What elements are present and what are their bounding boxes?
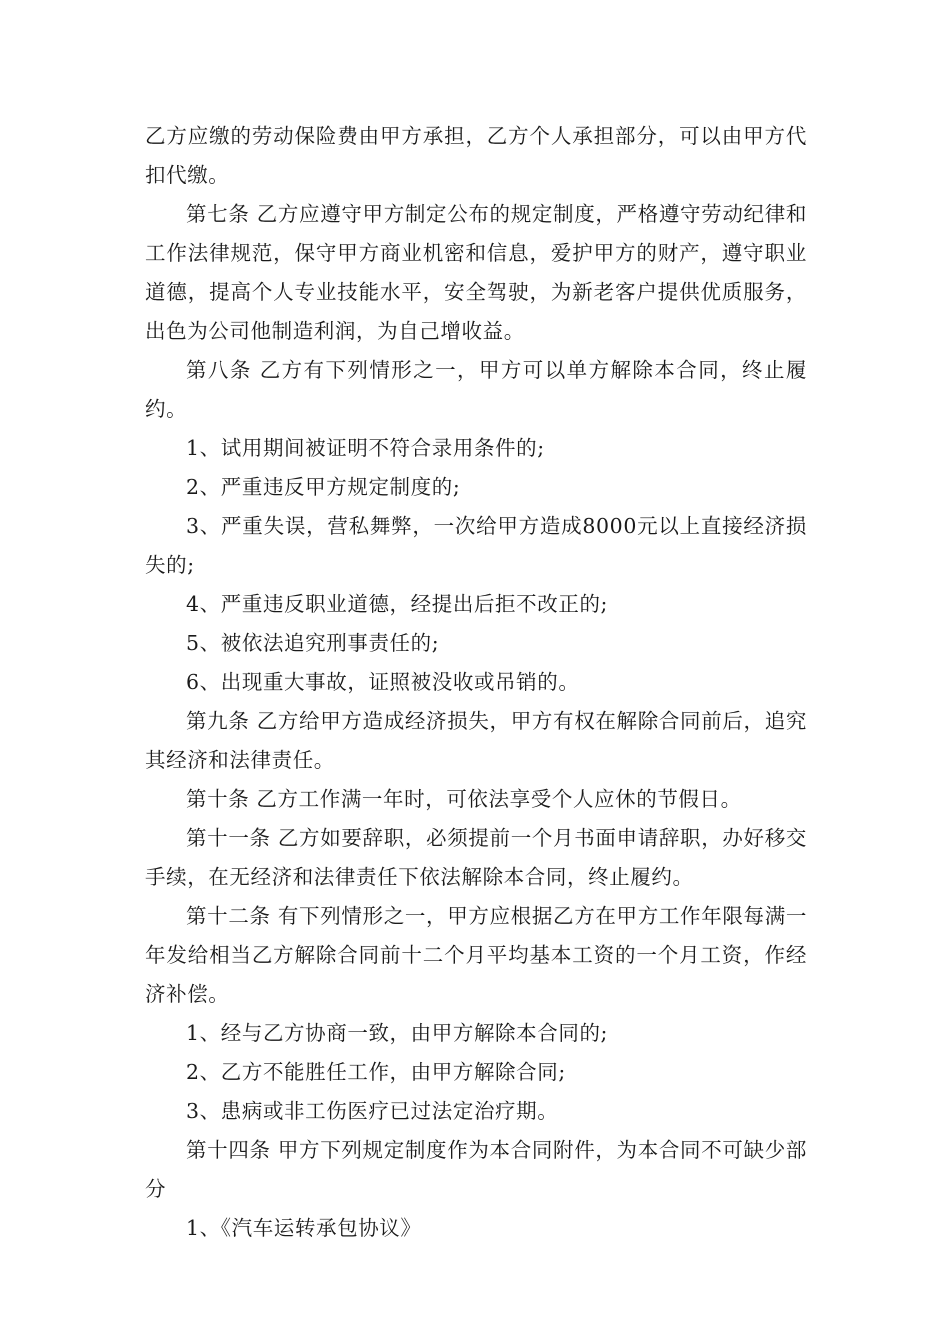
paragraph-article-8: 第八条 乙方有下列情形之一，甲方可以单方解除本合同，终止履约。 bbox=[145, 358, 807, 421]
list-item-article-8-6: 6、出现重大事故，证照被没收或吊销的。 bbox=[186, 670, 580, 694]
paragraph-article-10: 第十条 乙方工作满一年时，可依法享受个人应休的节假日。 bbox=[186, 787, 742, 811]
list-item-article-14-1: 1、《汽车运转承包协议》 bbox=[186, 1216, 422, 1240]
paragraph-article-7: 第七条 乙方应遵守甲方制定公布的规定制度，严格遵守劳动纪律和工作法律规范，保守甲方商业机密和信息，爱护甲方的财产，遵守职业道德，提高个人专业技能水平，安全驾驶，为新老客户提供优质服务，出色为公司他制造利润，为自己增收益。 bbox=[145, 202, 807, 343]
list-item-article-8-1: 1、试用期间被证明不符合录用条件的; bbox=[186, 436, 545, 460]
list-item-article-12-2: 2、乙方不能胜任工作，由甲方解除合同; bbox=[186, 1060, 566, 1084]
list-item-article-8-3: 3、严重失误，营私舞弊，一次给甲方造成8000元以上直接经济损失的; bbox=[145, 514, 807, 577]
list-item-article-8-5: 5、被依法追究刑事责任的; bbox=[186, 631, 440, 655]
paragraph-article-9: 第九条 乙方给甲方造成经济损失，甲方有权在解除合同前后，追究其经济和法律责任。 bbox=[145, 709, 807, 772]
list-item-article-12-3: 3、患病或非工伤医疗已过法定治疗期。 bbox=[186, 1099, 559, 1123]
list-item-article-8-4: 4、严重违反职业道德，经提出后拒不改正的; bbox=[186, 592, 609, 616]
document-body bbox=[145, 117, 807, 1248]
list-item-article-8-2: 2、严重违反甲方规定制度的; bbox=[186, 475, 461, 499]
paragraph-article-14: 第十四条 甲方下列规定制度作为本合同附件，为本合同不可缺少部分 bbox=[145, 1138, 807, 1201]
paragraph-article-12: 第十二条 有下列情形之一，甲方应根据乙方在甲方工作年限每满一年发给相当乙方解除合同前十二个月平均基本工资的一个月工资，作经济补偿。 bbox=[145, 904, 807, 1006]
list-item-article-12-1: 1、经与乙方协商一致，由甲方解除本合同的; bbox=[186, 1021, 609, 1045]
paragraph-article-11: 第十一条 乙方如要辞职，必须提前一个月书面申请辞职，办好移交手续，在无经济和法律责任下依法解除本合同，终止履约。 bbox=[145, 826, 807, 889]
paragraph-insurance: 乙方应缴的劳动保险费由甲方承担，乙方个人承担部分，可以由甲方代扣代缴。 bbox=[145, 124, 807, 187]
